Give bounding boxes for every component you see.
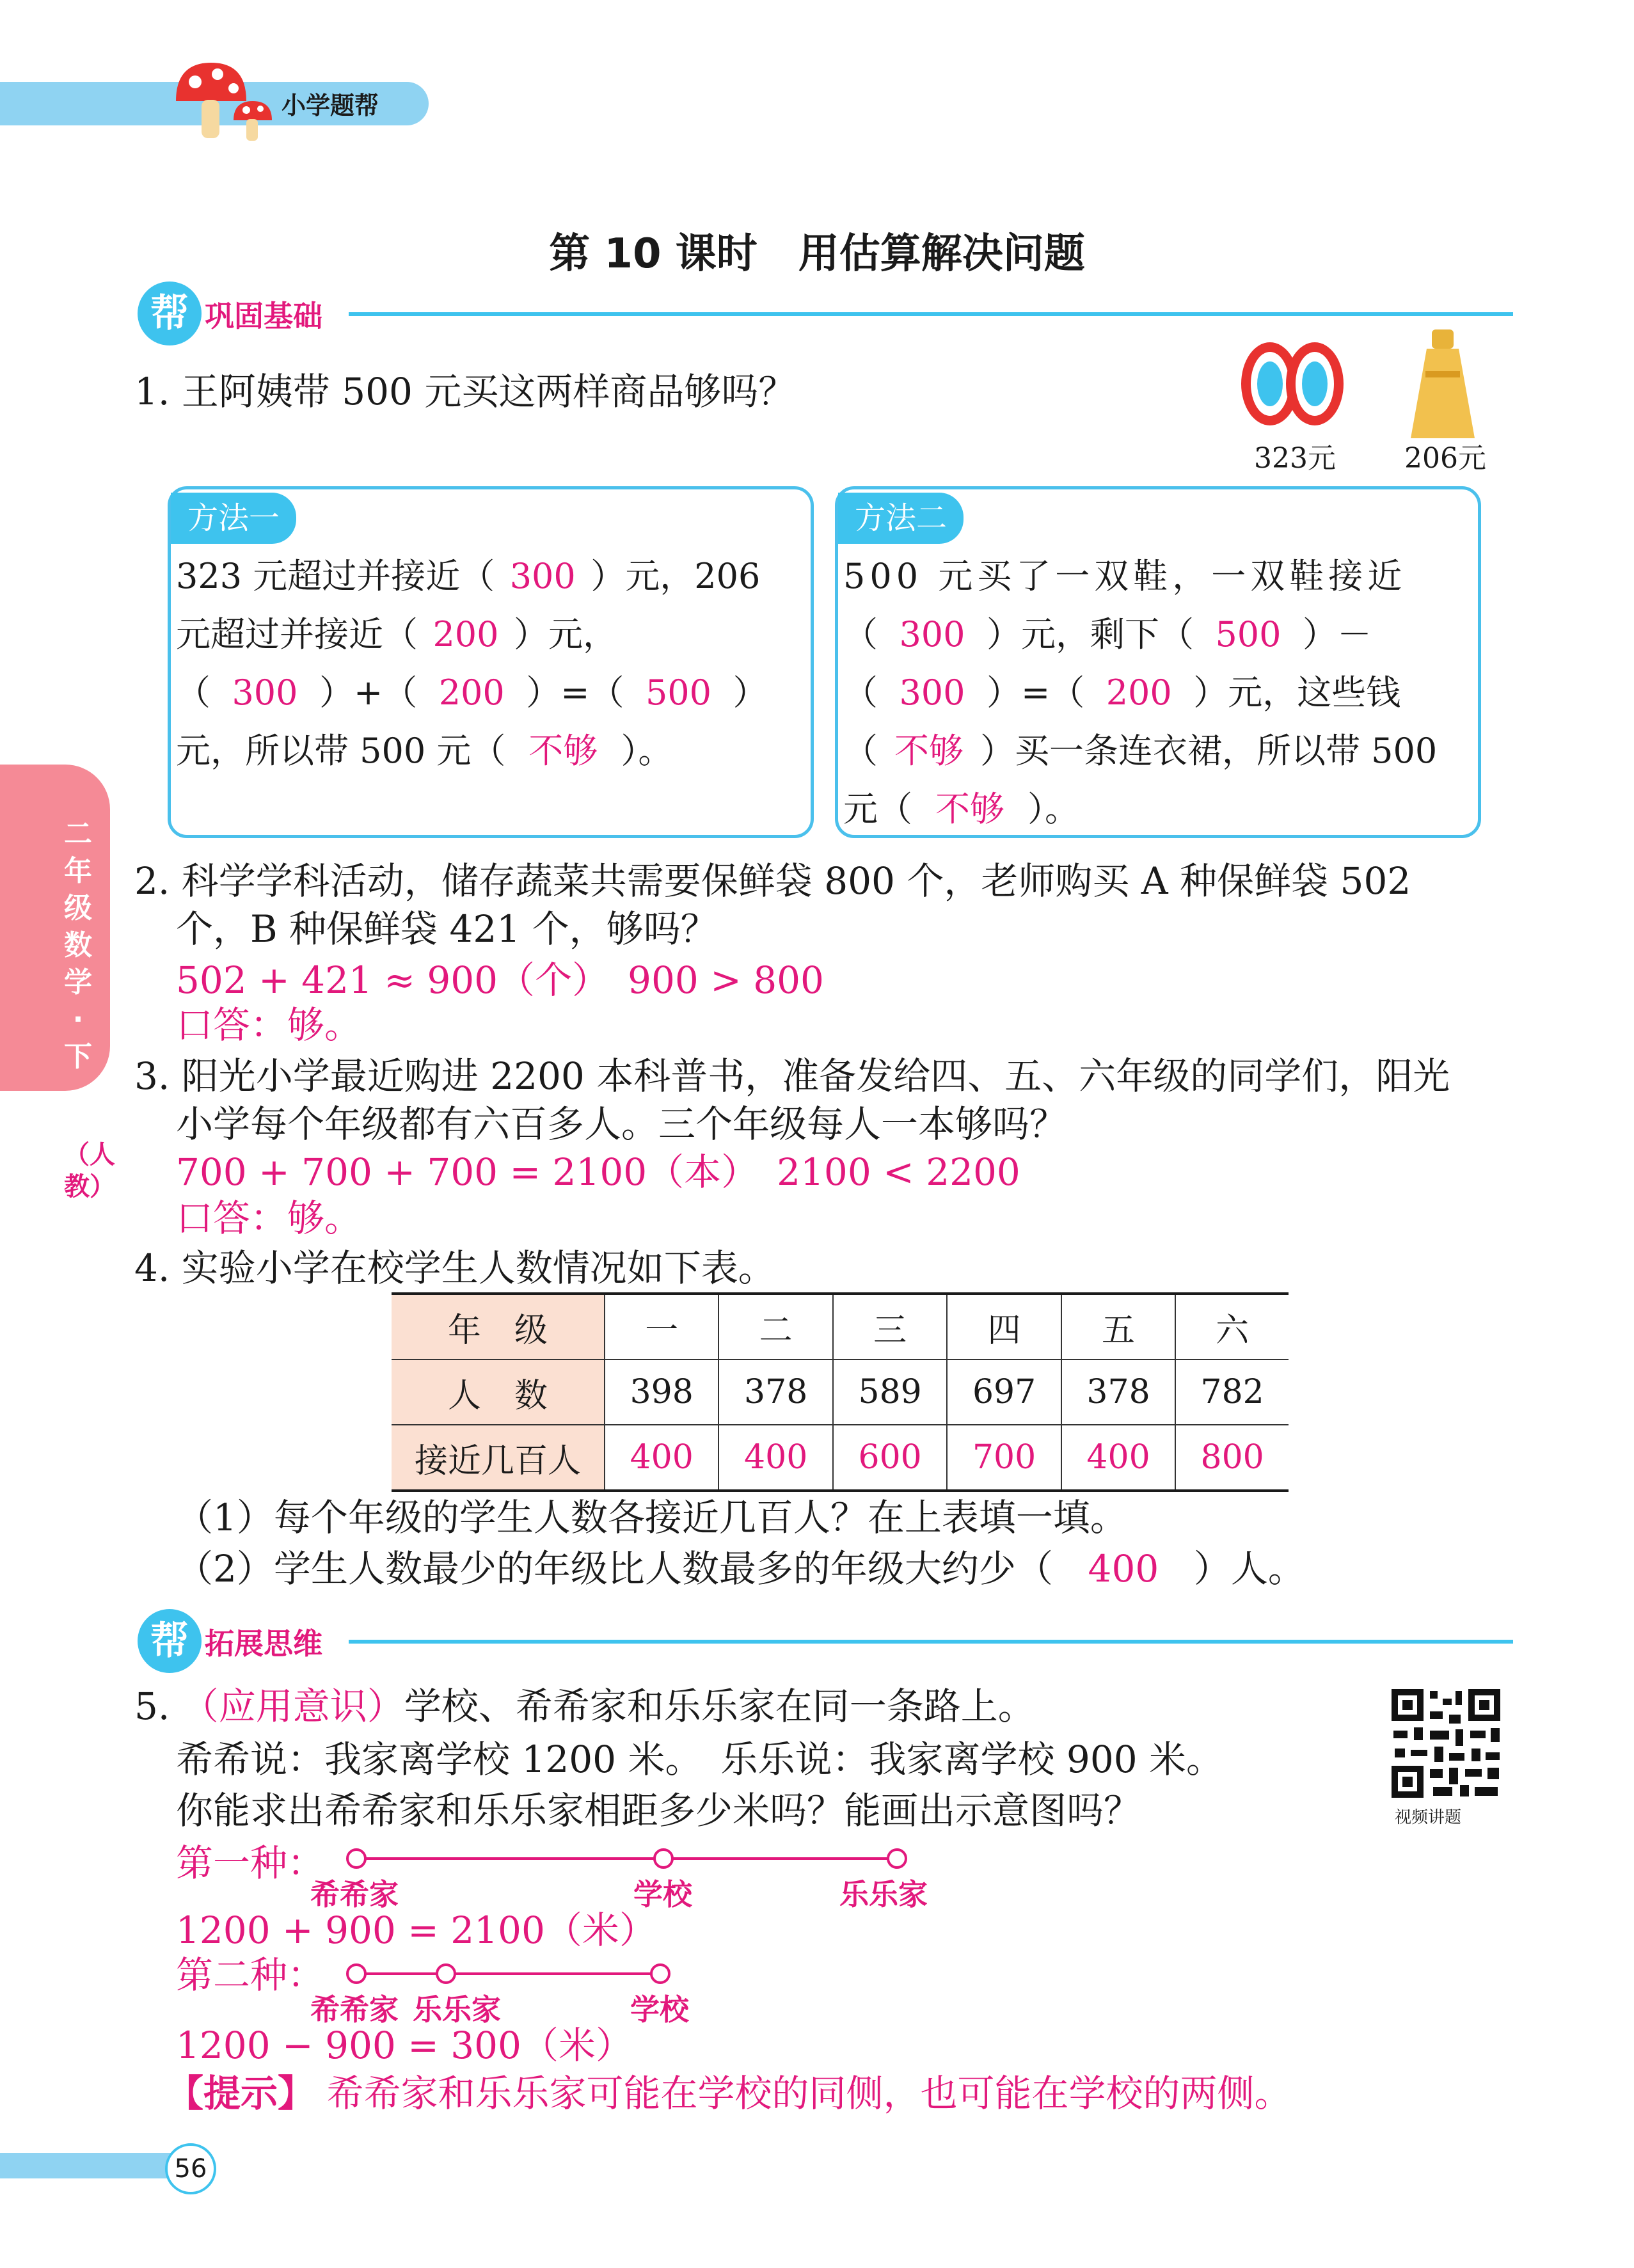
footer-bar: [0, 2153, 192, 2178]
m1-line4: [176, 722, 672, 780]
m2-answer-5: 不够: [894, 731, 964, 771]
q4-sub2-text: ）人。: [1193, 1547, 1305, 1590]
way2-line: [355, 1972, 659, 1975]
shoes-price: 323元: [1254, 442, 1336, 475]
m2-text: ）－: [1303, 614, 1372, 654]
count-cell: 378: [1061, 1360, 1175, 1425]
approx-cell: 400: [718, 1425, 832, 1491]
m1-answer-3: 300: [232, 672, 298, 713]
count-cell: 589: [833, 1360, 947, 1425]
q4-sub2-answer: 400: [1088, 1547, 1159, 1590]
section-divider: [349, 312, 1513, 316]
q3-number: 3.: [134, 1054, 170, 1098]
count-cell: 398: [605, 1360, 718, 1425]
m2-line1: 500 元买了一双鞋，一双鞋接近: [843, 556, 1407, 596]
brand-name: 小学题帮: [282, 91, 379, 120]
m1-line1: [176, 547, 760, 605]
qr-caption: 视频讲题: [1395, 1808, 1462, 1827]
approx-cell: 400: [1061, 1425, 1175, 1491]
way2-label: 第二种：: [176, 1953, 325, 1997]
way2-point: [436, 1963, 456, 1984]
row-header-count: 人 数: [392, 1360, 605, 1425]
approx-cell: 700: [947, 1425, 1061, 1491]
qr-code-icon: [1388, 1686, 1503, 1801]
table-row: [392, 1294, 1289, 1360]
m1-answer-2: 200: [432, 614, 499, 654]
m1-answer-6: 不够: [528, 731, 598, 771]
m2-line3: [843, 663, 1400, 722]
way1-point: [346, 1848, 367, 1869]
q4-sub2-text: （2）学生人数最少的年级比人数最多的年级大约少（: [176, 1547, 1053, 1590]
section-title-extend: 拓展思维: [205, 1626, 322, 1661]
q2-answer-reply: 口答：够。: [176, 1003, 362, 1047]
grade-cell: 六: [1175, 1294, 1289, 1360]
q5-line1: [134, 1679, 1035, 1733]
approx-cell: 400: [605, 1425, 718, 1491]
way2-point: [346, 1963, 367, 1984]
hint-text: 希希家和乐乐家可能在学校的同侧，也可能在学校的两侧。: [326, 2072, 1292, 2115]
m1-line3: [176, 663, 768, 722]
method-one-tag: 方法一: [171, 493, 296, 544]
approx-cell: 800: [1175, 1425, 1289, 1491]
m2-text: ）买一条连衣裙，所以带 500: [980, 731, 1438, 771]
m1-text: 元超过并接近（: [176, 614, 418, 654]
grade-cell: 一: [605, 1294, 718, 1360]
grade-cell: 四: [947, 1294, 1061, 1360]
hint-line: [166, 2066, 1291, 2120]
m2-answer-6: 不够: [935, 789, 1004, 829]
m1-answer-4: 200: [438, 672, 505, 713]
approx-cell: 600: [833, 1425, 947, 1491]
count-cell: 782: [1175, 1360, 1289, 1425]
m2-line2: [843, 605, 1372, 663]
grade-table: [392, 1292, 1289, 1492]
m2-answer-1: 300: [899, 614, 965, 654]
table-row: [392, 1425, 1289, 1491]
m1-text: 323 元超过并接近（: [176, 556, 495, 596]
q3-line1: [134, 1049, 1450, 1103]
m2-text: 元（: [843, 789, 912, 829]
m1-text: ）: [733, 672, 768, 713]
dress-price: 206元: [1404, 442, 1486, 475]
way2-lele-label: 乐乐家: [413, 1992, 501, 2027]
section-title-basic: 巩固基础: [205, 299, 322, 333]
q3-answer-calc: 700 + 700 + 700 = 2100（本） 2100 < 2200: [176, 1150, 1020, 1194]
m1-text: ）=（: [526, 672, 624, 713]
q1-text: [134, 365, 795, 418]
m1-text: （: [176, 672, 210, 713]
m2-line5: [843, 780, 1079, 838]
way2-calc: 1200 − 900 = 300（米）: [176, 2024, 633, 2067]
q3-answer-reply: 口答：够。: [176, 1196, 362, 1240]
dress-icon: [1408, 326, 1478, 441]
mushroom-icon: [163, 56, 285, 146]
section-badge-basic: 帮: [138, 282, 202, 345]
m2-line4: [843, 722, 1437, 780]
way1-calc: 1200 + 900 = 2100（米）: [176, 1908, 656, 1952]
way1-point: [653, 1848, 674, 1869]
q4-line1: [134, 1241, 775, 1295]
way2-point: [650, 1963, 670, 1984]
m2-answer-2: 500: [1215, 614, 1281, 654]
section-divider: [349, 1640, 1513, 1644]
m1-text: ）元，: [514, 614, 617, 654]
count-cell: 378: [718, 1360, 832, 1425]
table-row: [392, 1360, 1289, 1425]
m2-text: （: [843, 672, 878, 713]
q5-tag: （应用意识）: [181, 1685, 404, 1728]
m2-text: ）。: [1027, 789, 1079, 829]
q5-text: 学校、希希家和乐乐家在同一条路上。: [404, 1685, 1035, 1728]
q4-text: 实验小学在校学生人数情况如下表。: [181, 1246, 775, 1290]
method-two-tag: 方法二: [838, 493, 964, 544]
way2-school-label: 学校: [630, 1992, 689, 2027]
m1-text: ）。: [621, 731, 673, 771]
q5-line2: 希希说：我家离学校 1200 米。 乐乐说：我家离学校 900 米。: [176, 1738, 1224, 1781]
way1-label: 第一种：: [176, 1841, 325, 1885]
way2-xixi-label: 希希家: [310, 1992, 399, 2027]
q5-line3: 你能求出希希家和乐乐家相距多少米吗？能画出示意图吗？: [176, 1789, 1141, 1832]
way1-xixi-label: 希希家: [310, 1877, 399, 1912]
m2-text: （: [843, 614, 878, 654]
hint-tag: 【提示】: [166, 2072, 315, 2115]
q4-sub2: [176, 1542, 1305, 1596]
page-number: 56: [165, 2143, 216, 2194]
q2-number: 2.: [134, 859, 170, 903]
q4-number: 4.: [134, 1246, 170, 1290]
m1-text: ）元，206: [591, 556, 761, 596]
shoes-icon: [1235, 336, 1350, 432]
m1-text: 元，所以带 500 元（: [176, 731, 506, 771]
q2-line2: 个，B 种保鲜袋 421 个，够吗？: [176, 907, 718, 951]
q3-text: 阳光小学最近购进 2200 本科普书，准备发给四、五、六年级的同学们，阳光: [181, 1054, 1450, 1098]
m1-answer-1: 300: [509, 556, 576, 596]
m2-answer-4: 200: [1106, 672, 1172, 713]
m1-line2: [176, 605, 617, 663]
way1-lele-label: 乐乐家: [839, 1877, 928, 1912]
q2-text: 科学学科活动，储存蔬菜共需要保鲜袋 800 个，老师购买 A 种保鲜袋 502: [181, 859, 1411, 903]
row-header-approx: 接近几百人: [392, 1425, 605, 1491]
section-badge-extend: 帮: [138, 1609, 202, 1673]
q2-answer-calc: 502 + 421 ≈ 900（个） 900 > 800: [176, 958, 824, 1002]
m1-text: ）+（: [319, 672, 418, 713]
q4-sub1: （1）每个年级的学生人数各接近几百人？在上表填一填。: [176, 1496, 1127, 1539]
q1-number: 1.: [134, 370, 170, 413]
m2-text: ）=（: [987, 672, 1085, 713]
row-header-grade: 年 级: [392, 1294, 605, 1360]
m2-text: ）元，剩下（: [987, 614, 1194, 654]
way1-line: [355, 1857, 896, 1860]
m2-answer-3: 300: [899, 672, 965, 713]
side-edition-label: （人教）: [64, 1140, 115, 1201]
way1-school-label: 学校: [633, 1877, 692, 1912]
side-grade-label: 二年级数学·下: [64, 818, 92, 1073]
way1-point: [887, 1848, 907, 1869]
lesson-title: 第 10 课时 用估算解决问题: [549, 230, 1085, 278]
m2-text: ）元，这些钱: [1193, 672, 1401, 713]
grade-cell: 二: [718, 1294, 832, 1360]
m1-answer-5: 500: [645, 672, 712, 713]
q3-line2: 小学每个年级都有六百多人。三个年级每人一本够吗？: [176, 1102, 1067, 1146]
grade-cell: 五: [1061, 1294, 1175, 1360]
q5-number: 5.: [134, 1685, 170, 1728]
m2-text: （: [843, 731, 878, 771]
q1-question: 王阿姨带 500 元买这两样商品够吗？: [181, 370, 796, 413]
q2-line1: [134, 854, 1411, 908]
grade-cell: 三: [833, 1294, 947, 1360]
count-cell: 697: [947, 1360, 1061, 1425]
